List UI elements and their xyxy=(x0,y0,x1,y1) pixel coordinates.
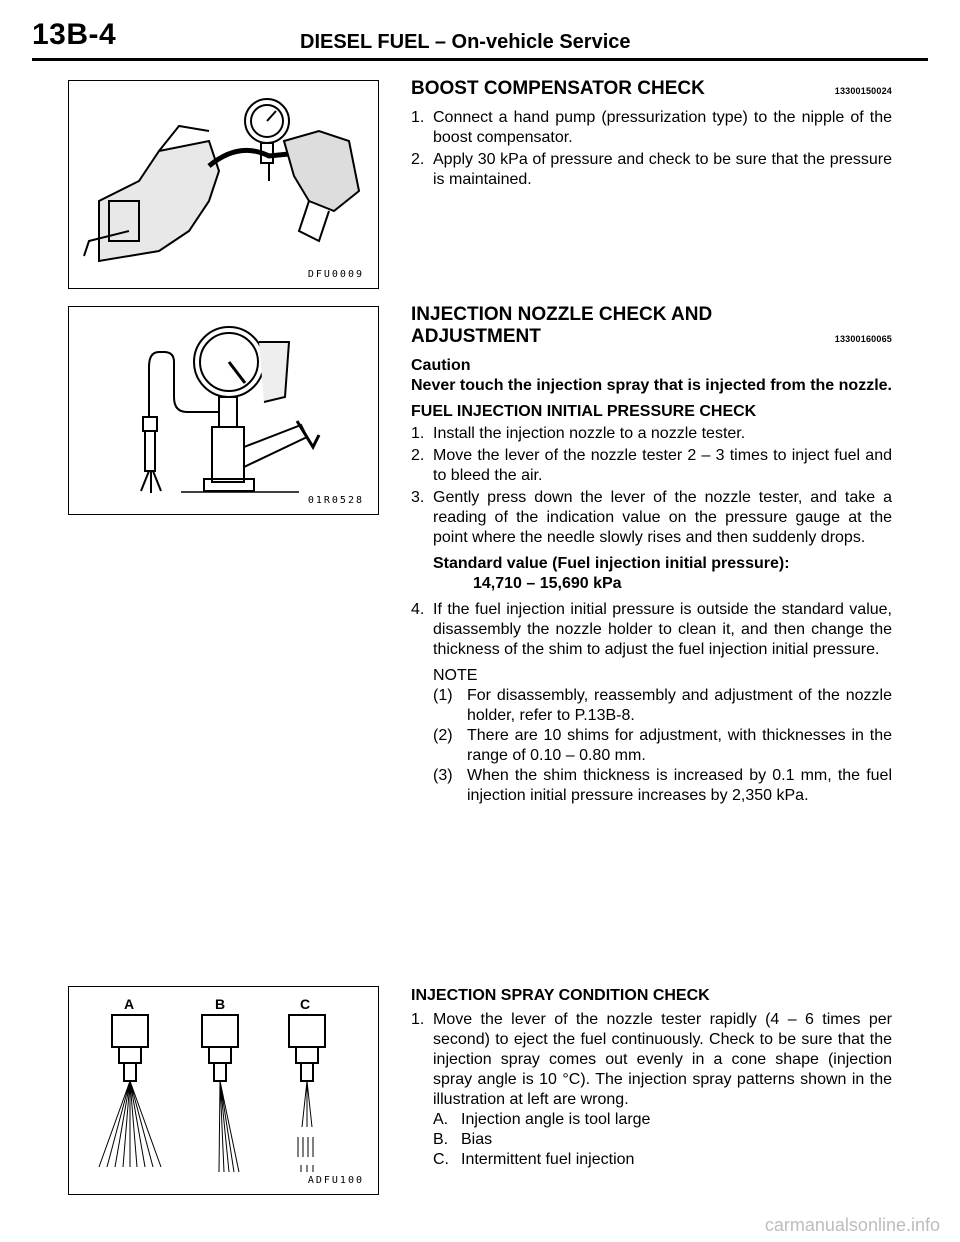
boost-compensator-figure xyxy=(68,80,379,289)
nozzle-section xyxy=(411,304,892,806)
standard-value-label: Standard value (Fuel injection initial pressure): xyxy=(433,555,790,572)
nozzle-tester-illustration xyxy=(69,307,378,514)
standard-value: 14,710 – 15,690 kPa xyxy=(473,575,622,592)
label-c: C xyxy=(300,996,311,1012)
list-item: 4. If the fuel injection initial pressure is outside the standard value, disassembly the nozzle holder to clean it, and then change the thickness of the shim to adjust the fuel injection initial pressure. xyxy=(411,601,892,658)
list-item: 3. Gently press down the lever of the nozzle tester, and take a reading of the indication value on the pressure gauge at the point where the needle slowly rises and then suddenly drops. xyxy=(411,489,892,546)
page-number: 13B-4 xyxy=(32,18,117,51)
section-heading: BOOST COMPENSATOR CHECK 13300150024 xyxy=(411,78,892,102)
list-item: 2. Apply 30 kPa of pressure and check to be sure that the pressure is maintained. xyxy=(411,151,892,188)
note-label: NOTE xyxy=(433,667,478,684)
lettered-item: A. Injection angle is tool large xyxy=(433,1111,651,1128)
label-a: A xyxy=(124,996,135,1012)
figure-code: DFU0009 xyxy=(307,269,364,280)
section-heading-line2: ADJUSTMENT 13300160065 xyxy=(411,326,892,350)
note-item: (2) There are 10 shims for adjustment, with thicknesses in the range of 0.10 – 0.80 mm. xyxy=(433,727,892,764)
header-rule xyxy=(32,58,928,61)
caution-label: Caution xyxy=(411,357,471,374)
lettered-item: C. Intermittent fuel injection xyxy=(433,1151,635,1168)
lettered-item: B. Bias xyxy=(433,1131,493,1148)
spray-patterns-illustration xyxy=(69,987,378,1194)
list-item: 1. Move the lever of the nozzle tester rapidly (4 – 6 times per second) to eject the fuel continuously. Check to be sure that the injection spray comes out evenly in a cone shape (injection spray angle is 10 °C). The injection spray patterns shown in the illustration at left are wrong. xyxy=(411,1011,892,1108)
spray-section xyxy=(411,986,892,1170)
subheading: FUEL INJECTION INITIAL PRESSURE CHECK xyxy=(411,403,757,420)
nozzle-tester-figure xyxy=(68,306,379,515)
section-code: 13300160065 xyxy=(834,334,892,344)
list-item: 1. Connect a hand pump (pressurization type) to the nipple of the boost compensator. xyxy=(411,109,892,146)
section-code: 13300150024 xyxy=(834,86,892,96)
list-item: 2. Move the lever of the nozzle tester 2 – 3 times to inject fuel and to bleed the air. xyxy=(411,447,892,484)
section-heading-line1: INJECTION NOZZLE CHECK AND xyxy=(411,304,713,325)
figure-code: 01R0528 xyxy=(307,495,364,506)
note-item: (3) When the shim thickness is increased by 0.1 mm, the fuel injection initial pressure increases by 2,350 kPa. xyxy=(433,767,892,804)
boost-compensator-illustration xyxy=(69,81,378,288)
subheading: INJECTION SPRAY CONDITION CHECK xyxy=(411,987,710,1004)
watermark: carmanualsonline.info xyxy=(764,1215,940,1235)
boost-section xyxy=(411,78,892,190)
note-item: (1) For disassembly, reassembly and adjustment of the nozzle holder, refer to P.13B-8. xyxy=(433,687,892,724)
list-item: 1. Install the injection nozzle to a nozzle tester. xyxy=(411,425,746,442)
spray-patterns-figure xyxy=(68,986,379,1195)
figure-code: ADFU100 xyxy=(307,1175,364,1186)
caution-text: Never touch the injection spray that is injected from the nozzle. xyxy=(411,377,892,394)
page-title: DIESEL FUEL – On-vehicle Service xyxy=(300,31,631,53)
label-b: B xyxy=(215,996,226,1012)
